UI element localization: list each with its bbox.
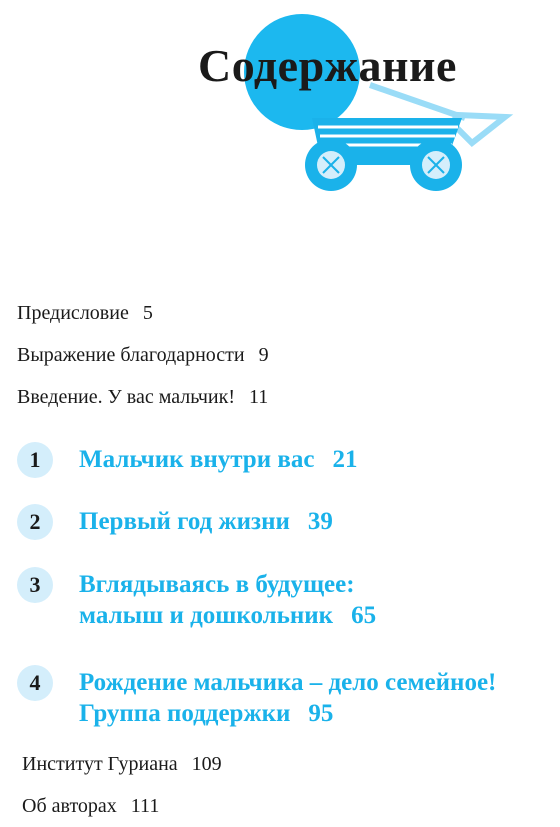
page-title: Содержание (198, 40, 457, 91)
toc-chapter-4[interactable] (17, 665, 496, 729)
toc-entry-title: Выражение благодарности (17, 344, 245, 366)
toc-entry-acknowledgements[interactable] (17, 341, 269, 369)
toc-entry-page: 11 (249, 386, 269, 408)
chapter-page: 65 (351, 602, 377, 629)
toc-chapter-1[interactable] (17, 442, 357, 478)
toc-entry-about-authors[interactable] (22, 792, 159, 820)
toc-entry-gurian-institute[interactable] (22, 750, 222, 778)
left-wheel (305, 139, 357, 191)
toc-entry-page: 109 (191, 753, 222, 775)
toc-entry-title: Об авторах (22, 795, 117, 817)
chapter-page: 21 (332, 446, 358, 473)
chapter-number-badge: 2 (17, 504, 53, 540)
toc-entry-page: 5 (142, 302, 153, 324)
chapter-title: Рождение мальчика – дело семейное! Группа поддержки 95 (79, 669, 497, 727)
chapter-title: Вглядываясь в будущее: малыш и дошкольник 65 (79, 571, 377, 629)
chapter-number-badge: 3 (17, 567, 53, 603)
toc-chapter-2[interactable] (17, 504, 333, 540)
baby-carriage-icon (230, 5, 520, 205)
toc-entry-preface[interactable] (17, 299, 153, 327)
toc-entry-title: Введение. У вас мальчик! (17, 386, 235, 408)
chapter-page: 39 (307, 508, 333, 535)
toc-chapter-3[interactable] (17, 567, 376, 631)
right-wheel (410, 139, 462, 191)
toc-entry-introduction[interactable] (17, 383, 268, 411)
toc-entry-title: Институт Гуриана (22, 753, 178, 775)
toc-entry-page: 9 (258, 344, 269, 366)
toc-entry-page: 111 (130, 795, 160, 817)
chapter-number-badge: 4 (17, 665, 53, 701)
toc-entry-title: Предисловие (17, 302, 129, 324)
chapter-title: Первый год жизни 39 (79, 508, 333, 535)
chapter-title: Мальчик внутри вас 21 (79, 446, 358, 473)
chapter-number-badge: 1 (17, 442, 53, 478)
chapter-page: 95 (308, 700, 334, 727)
